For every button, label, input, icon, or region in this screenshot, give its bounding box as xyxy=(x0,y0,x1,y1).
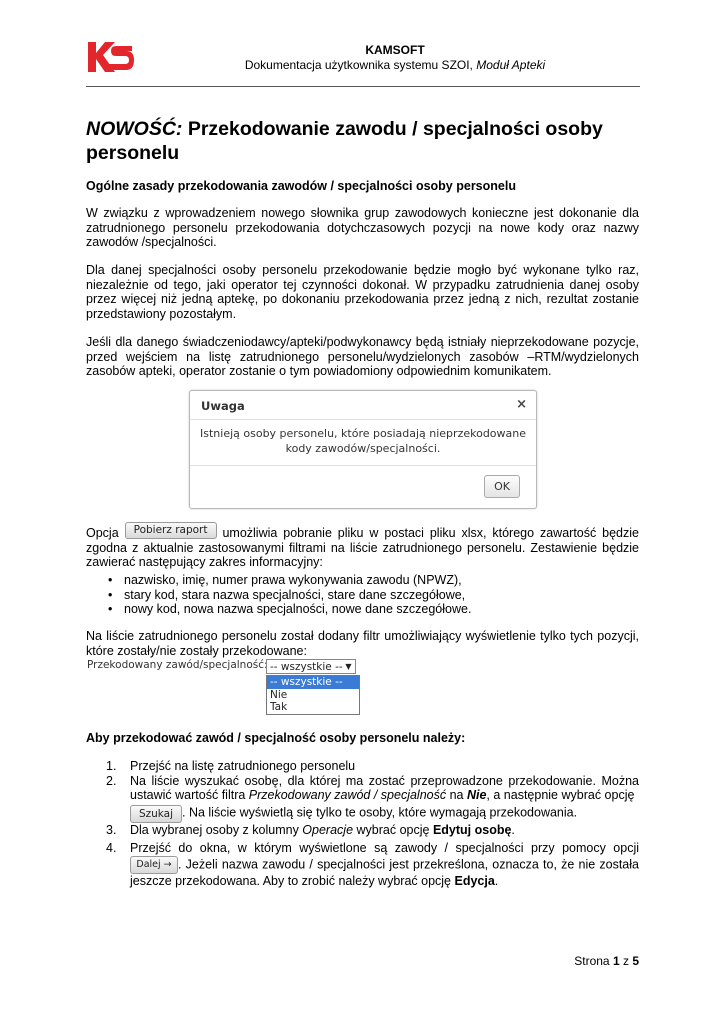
filter-options xyxy=(266,675,360,715)
dialog-header xyxy=(190,391,536,420)
filter-option[interactable]: -- wszystkie -- xyxy=(267,676,359,689)
pobierz-raport-button[interactable]: Pobierz raport xyxy=(125,522,217,539)
header-divider xyxy=(86,86,640,87)
list-item: • nowy kod, nowa nazwa specjalności, nowe dane szczegółowe. xyxy=(104,602,634,617)
paragraph-report: Opcja Pobierz raport umożliwia pobranie pliku w postaci pliku xlsx, którego zawartość będzie zgodna z aktualnie zastosowanymi filtrami na liście zatrudnionego personelu. Zestawienie będzie zawierać następujący zakres informacyjny: xyxy=(86,524,639,570)
dialog-footer-divider xyxy=(190,465,536,466)
dialog-title: Uwaga xyxy=(201,399,245,413)
close-icon[interactable]: × xyxy=(516,397,527,412)
step-item: 2. Na liście wyszukać osobę, dla której ma zostać przeprowadzone przekodowanie. Można ustawić wartość filtra Przekodowany zawód / specjalność na Nie, a następnie wybrać opcję Szukaj . Na liście wyświetlą się tylko te osoby, które wymagają przekodowania. xyxy=(86,774,639,823)
dialog-message: Istnieją osoby personelu, które posiadają nieprzekodowane kody zawodów/specjalności. xyxy=(200,427,527,455)
filter-option[interactable]: Tak xyxy=(270,701,288,713)
chevron-down-icon[interactable]: ▼ xyxy=(345,662,352,671)
szukaj-button[interactable]: Szukaj xyxy=(130,805,182,823)
kamsoft-logo xyxy=(86,40,134,74)
header-subtitle: Dokumentacja użytkownika systemu SZOI, Moduł Apteki xyxy=(244,58,546,72)
section-heading-general: Ogólne zasady przekodowania zawodów / specjalności osoby personelu xyxy=(86,179,516,193)
dalej-button[interactable]: Dalej → xyxy=(130,856,178,874)
list-item: • nazwisko, imię, numer prawa wykonywania zawodu (NPWZ), xyxy=(104,573,634,588)
filter-option[interactable]: Nie xyxy=(270,688,288,701)
step-item: 3. Dla wybranej osoby z kolumny Operacje wybrać opcję Edytuj osobę. xyxy=(106,822,515,837)
report-bullet-list xyxy=(104,573,634,617)
page-title: NOWOŚĆ: Przekodowanie zawodu / specjalności osoby personelu xyxy=(86,118,603,164)
warning-dialog xyxy=(189,390,537,509)
section-heading-steps: Aby przekodować zawód / specjalność osoby personelu należy: xyxy=(86,731,466,745)
filter-select[interactable] xyxy=(266,659,356,674)
paragraph-filter: Na liście zatrudnionego personelu został dodany filtr umożliwiający wyświetlenie tylko tych pozycji, które zostały/nie zostały przekodowane: xyxy=(86,629,639,658)
paragraph-intro: W związku z wprowadzeniem nowego słownika grup zawodowych konieczne jest dokonanie dla zatrudnionego personelu przekodowania dotychczasowych pozycji na nowe kody oraz nazwy zawodów /specjalności. xyxy=(86,206,639,250)
paragraph-once: Dla danej specjalności osoby personelu przekodowanie będzie mogło być wykonane tylko raz, niezależnie od tego, jaki operator tej czynności dokonał. W przypadku zatrudnienia danej osoby przez więcej niż jedną aptekę, po dokonaniu przekodowania przez jedną z nich, rezultat zostanie przedstawiony pozostałym. xyxy=(86,263,639,321)
steps-list xyxy=(86,759,639,889)
page-number: Strona 1 z 5 xyxy=(574,954,639,968)
filter-label: Przekodowany zawód/specjalność: xyxy=(87,659,268,671)
step-item: 1. Przejść na listę zatrudnionego personelu xyxy=(106,759,356,773)
list-item: • stary kod, stara nazwa specjalności, stare dane szczegółowe, xyxy=(104,588,634,603)
header-company: KAMSOFT xyxy=(365,43,425,57)
paragraph-notice: Jeśli dla danego świadczeniodawcy/apteki/podwykonawcy będą istniały nieprzekodowane pozycje, przed wejściem na listę zatrudnionego personelu/wydzielonych zasobów –RTM/wydzielonych zasobów apteki, operator zostanie o tym powiadomiony odpowiednim komunikatem. xyxy=(86,335,639,379)
ok-button[interactable]: OK xyxy=(484,475,520,498)
filter-selected-value: -- wszystkie -- xyxy=(270,661,343,673)
step-item: 4. Przejść do okna, w którym wyświetlone są zawody / specjalności przy pomocy opcji Dalej → . Jeżeli nazwa zawodu / specjalności jest przekreślona, oznacza to, że nie została jeszcze przekodowana. Aby to zrobić należy wybrać opcję Edycja. xyxy=(106,841,639,888)
